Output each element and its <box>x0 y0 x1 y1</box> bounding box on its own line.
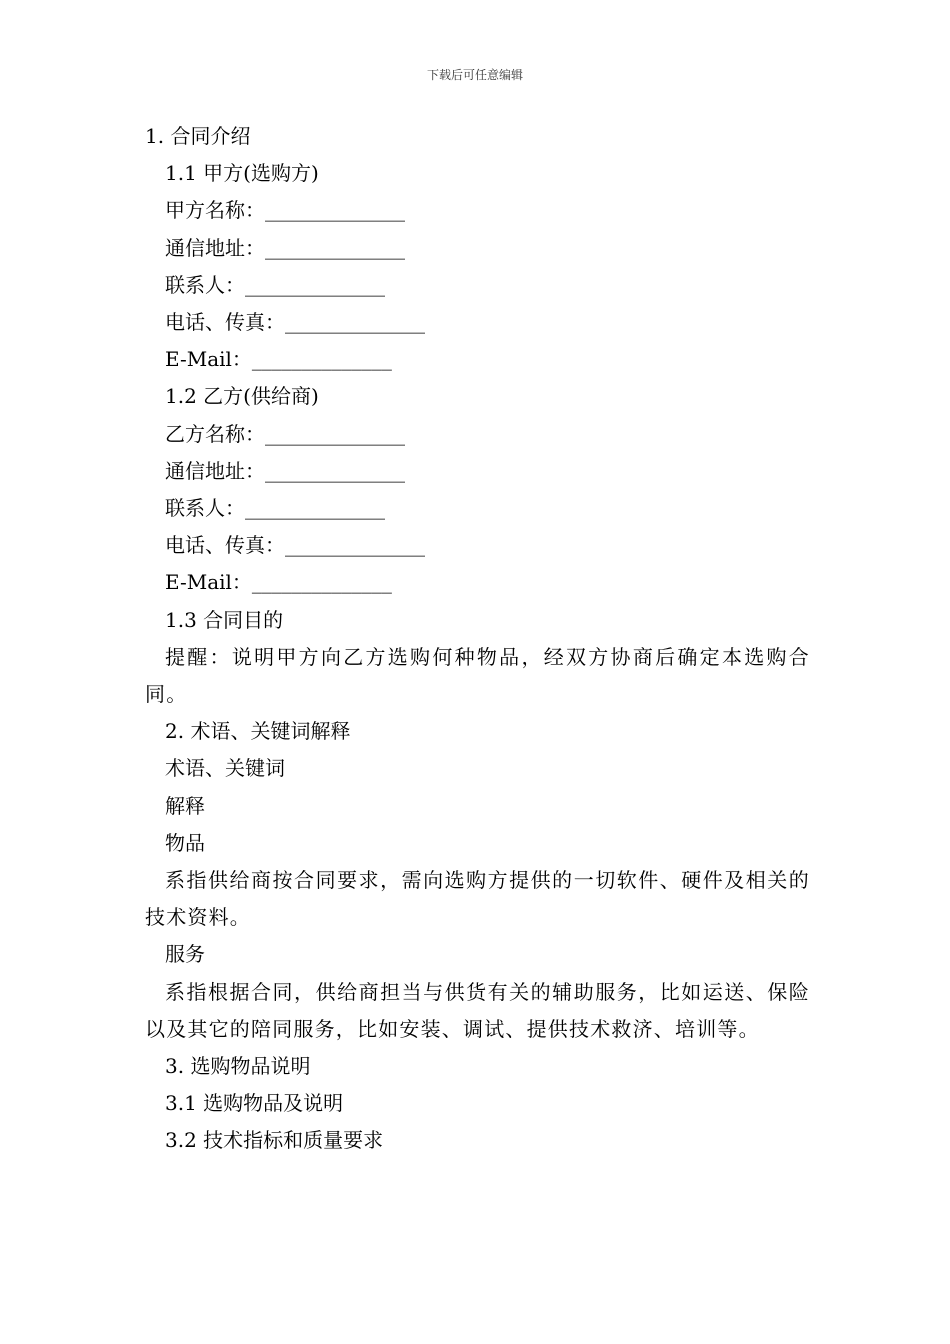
party-a-phone-fax-field: 电话、传真：______________ <box>165 310 425 335</box>
explanation-header: 解释 <box>165 793 205 818</box>
party-b-email-field: E-Mail：______________ <box>165 570 392 595</box>
section-heading-3: 3. 选购物品说明 <box>165 1054 311 1079</box>
subsection-goods-description: 3.1 选购物品及说明 <box>165 1091 344 1116</box>
party-b-phone-fax-field: 电话、传真：______________ <box>165 533 425 558</box>
service-definition-paragraph: 系指根据合同，供给商担当与供货有关的辅助服务，比如运送、保险以及其它的陪同服务，比如安装、调试、提供技术救济、培训等。 <box>145 979 810 1041</box>
term-goods: 物品 <box>165 830 205 855</box>
subsection-party-b: 1.2 乙方(供给商) <box>165 384 319 409</box>
term-header: 术语、关键词 <box>165 756 285 781</box>
section-heading-1: 1. 合同介绍 <box>145 124 251 148</box>
party-a-address-field: 通信地址：______________ <box>165 235 405 260</box>
party-a-contact-field: 联系人：______________ <box>165 272 385 297</box>
section-heading-2: 2. 术语、关键词解释 <box>165 719 351 744</box>
party-b-name-field: 乙方名称：______________ <box>165 421 405 446</box>
subsection-technical-requirements: 3.2 技术指标和质量要求 <box>165 1128 384 1153</box>
subsection-party-a: 1.1 甲方(选购方) <box>165 161 319 186</box>
term-service: 服务 <box>165 942 205 967</box>
purpose-paragraph: 提醒：说明甲方向乙方选购何种物品，经双方协商后确定本选购合同。 <box>145 644 810 707</box>
document-body <box>145 118 810 1160</box>
page-header: 下载后可任意编辑 <box>426 68 523 82</box>
subsection-purpose: 1.3 合同目的 <box>165 607 284 632</box>
party-b-address-field: 通信地址：______________ <box>165 458 405 483</box>
party-a-email-field: E-Mail：______________ <box>165 347 392 372</box>
goods-definition-paragraph: 系指供给商按合同要求，需向选购方提供的一切软件、硬件及相关的技术资料。 <box>145 868 810 930</box>
party-b-contact-field: 联系人：______________ <box>165 496 385 521</box>
party-a-name-field: 甲方名称：______________ <box>165 198 405 223</box>
